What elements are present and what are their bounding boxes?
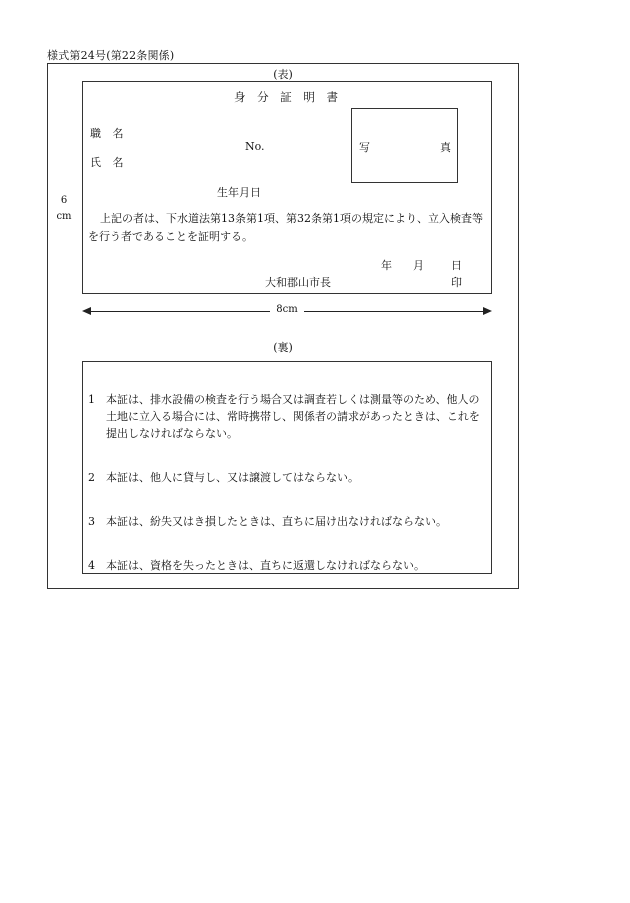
- note-text: 本証は、排水設備の検査を行う場合又は調査若しくは測量等のため、他人の土地に立入る場合には、常時携帯し、関係者の請求があったときは、これを提出しなければならない。: [106, 393, 480, 440]
- height-number: 6: [60, 195, 68, 206]
- date-year: 年: [381, 259, 392, 272]
- note-text: 本証は、紛失又はき損したときは、直ちに届け出なければならない。: [106, 515, 447, 528]
- note-item: [88, 557, 488, 574]
- id-card-front: [82, 81, 492, 294]
- note-number: 2: [88, 471, 95, 484]
- date-month: 月: [413, 259, 424, 272]
- card-title: 身 分 証 明 書: [233, 90, 343, 104]
- note-text: 本証は、資格を失ったときは、直ちに返還しなければならない。: [106, 559, 425, 572]
- arrow-line-left: [90, 311, 270, 312]
- note-number: 4: [88, 559, 95, 572]
- label-position: 職 名: [90, 127, 128, 140]
- label-birthdate: 生年月日: [217, 186, 261, 199]
- form-number: 様式第24号(第22条関係): [47, 49, 175, 62]
- height-unit: cm: [56, 211, 72, 222]
- issuer-name: 大和郡山市長: [265, 276, 331, 289]
- width-dimension: [82, 306, 492, 316]
- photo-label-left: 写: [359, 141, 370, 154]
- seal-mark: 印: [451, 276, 462, 289]
- certification-text: 上記の者は、下水道法第13条第1項、第32条第1項の規定により、立入検査等を行う者であることを証明する。: [88, 212, 483, 243]
- arrow-right-icon: [483, 307, 492, 315]
- id-card-back: [82, 361, 492, 574]
- width-label: 8cm: [276, 304, 298, 315]
- arrow-line-right: [304, 311, 484, 312]
- note-item: [88, 469, 488, 486]
- photo-label-right: 真: [440, 141, 451, 154]
- label-number: No.: [245, 140, 265, 153]
- note-item: [88, 391, 488, 442]
- note-item: [88, 513, 488, 530]
- front-section-label: (表): [273, 68, 293, 81]
- height-dimension: [52, 193, 76, 225]
- note-number: 3: [88, 515, 95, 528]
- note-number: 1: [88, 393, 95, 406]
- photo-box: [351, 108, 458, 183]
- back-section-label: (裏): [273, 341, 293, 354]
- label-name: 氏 名: [90, 156, 128, 169]
- note-text: 本証は、他人に貸与し、又は譲渡してはならない。: [106, 471, 359, 484]
- date-day: 日: [451, 259, 462, 272]
